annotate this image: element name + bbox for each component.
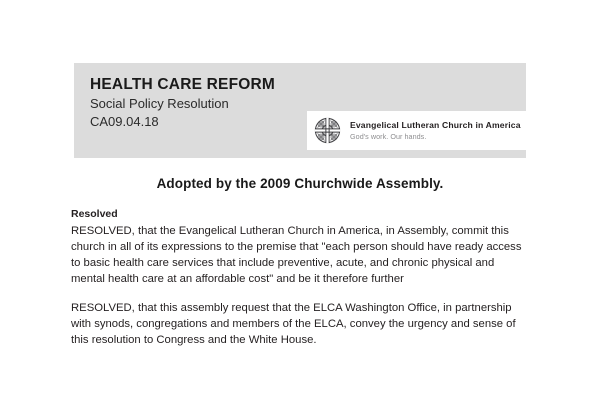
document-subtitle: Social Policy Resolution <box>90 96 229 112</box>
header-title-group <box>90 75 275 130</box>
organization-tagline: God's work. Our hands. <box>350 131 427 141</box>
logo-text-group <box>350 120 521 141</box>
adopted-statement: Adopted by the 2009 Churchwide Assembly. <box>156 176 444 191</box>
document-code: CA09.04.18 <box>90 113 159 129</box>
organization-logo <box>307 111 526 150</box>
resolution-paragraph: RESOLVED, that the Evangelical Lutheran Church in America, in Assembly, commit this church in all of its expressions to the premise that "each person should have ready access to basic health care services that include preventive, acute, and chronic physical and mental health care at an affordable cost" and be it therefore further <box>71 224 522 286</box>
organization-name: Evangelical Lutheran Church in America <box>350 119 521 130</box>
resolution-paragraph: RESOLVED, that this assembly request that the ELCA Washington Office, in partnership with synods, congregations and members of the ELCA, convey the urgency and sense of this resolution to Congress and the White House. <box>71 302 516 347</box>
elca-celtic-cross-emblem-icon <box>314 117 341 144</box>
resolution-body <box>71 208 529 349</box>
section-heading-resolved: Resolved <box>71 208 118 220</box>
page-title: HEALTH CARE REFORM <box>90 76 275 93</box>
